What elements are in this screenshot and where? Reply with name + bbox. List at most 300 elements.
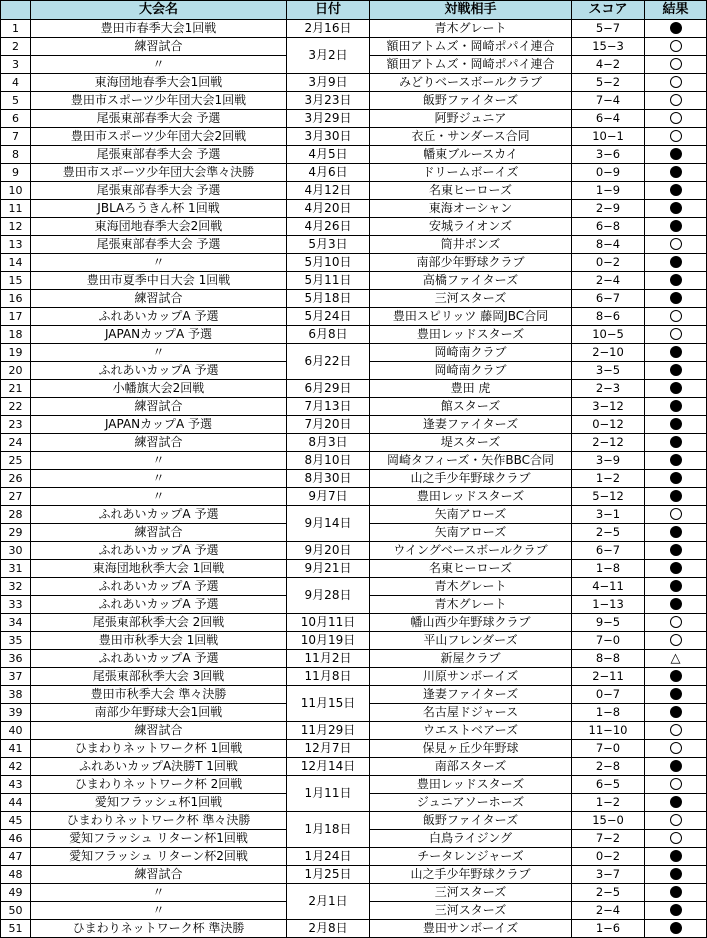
result-cell <box>645 74 707 92</box>
row-number: 19 <box>1 344 31 362</box>
row-number: 40 <box>1 722 31 740</box>
tournament-name: 〃 <box>31 902 287 920</box>
tournament-name: ふれあいカップA 予選 <box>31 308 287 326</box>
table-row <box>1 686 707 704</box>
match-date: 10月19日 <box>287 632 370 650</box>
row-number: 48 <box>1 866 31 884</box>
result-cell <box>645 488 707 506</box>
match-date: 6月29日 <box>287 380 370 398</box>
row-number: 44 <box>1 794 31 812</box>
row-number: 8 <box>1 146 31 164</box>
win-circle-icon <box>670 634 682 646</box>
score: 2−5 <box>572 884 645 902</box>
row-number: 4 <box>1 74 31 92</box>
tournament-name: ふれあいカップA 予選 <box>31 650 287 668</box>
opponent-name: 飯野ファイターズ <box>370 812 572 830</box>
result-cell <box>645 344 707 362</box>
score: 2−8 <box>572 758 645 776</box>
table-row <box>1 236 707 254</box>
score: 1−2 <box>572 470 645 488</box>
tournament-name: 豊田市春季大会1回戦 <box>31 20 287 38</box>
table-row <box>1 758 707 776</box>
row-number: 42 <box>1 758 31 776</box>
match-date: 9月20日 <box>287 542 370 560</box>
row-number: 26 <box>1 470 31 488</box>
match-date: 5月10日 <box>287 254 370 272</box>
row-number: 30 <box>1 542 31 560</box>
result-cell <box>645 542 707 560</box>
match-date: 3月30日 <box>287 128 370 146</box>
match-date: 2月1日 <box>287 884 370 920</box>
win-circle-icon <box>670 742 682 754</box>
win-circle-icon <box>670 778 682 790</box>
win-circle-icon <box>670 94 682 106</box>
tournament-name: 豊田市スポーツ少年団大会2回戦 <box>31 128 287 146</box>
row-number: 12 <box>1 218 31 236</box>
result-cell <box>645 812 707 830</box>
tournament-name: 練習試合 <box>31 866 287 884</box>
row-number: 24 <box>1 434 31 452</box>
match-date: 12月14日 <box>287 758 370 776</box>
tournament-name: 尾張東部秋季大会 3回戦 <box>31 668 287 686</box>
row-number: 6 <box>1 110 31 128</box>
loss-filled-circle-icon <box>670 292 682 304</box>
match-date: 11月15日 <box>287 686 370 722</box>
tournament-name: 南部少年野球大会1回戦 <box>31 704 287 722</box>
table-row <box>1 326 707 344</box>
row-number: 43 <box>1 776 31 794</box>
match-date: 3月23日 <box>287 92 370 110</box>
table-row <box>1 848 707 866</box>
tournament-name: 東海団地春季大会2回戦 <box>31 218 287 236</box>
opponent-name: 豊田レッドスターズ <box>370 488 572 506</box>
score: 1−8 <box>572 704 645 722</box>
opponent-name: 堤スターズ <box>370 434 572 452</box>
match-date: 11月2日 <box>287 650 370 668</box>
result-cell <box>645 290 707 308</box>
row-number: 17 <box>1 308 31 326</box>
table-row <box>1 308 707 326</box>
opponent-name: 阿野ジュニア <box>370 110 572 128</box>
loss-filled-circle-icon <box>670 256 682 268</box>
result-cell <box>645 236 707 254</box>
result-cell <box>645 380 707 398</box>
match-date: 1月24日 <box>287 848 370 866</box>
tournament-name: JAPANカップA 予選 <box>31 416 287 434</box>
table-row <box>1 20 707 38</box>
row-number: 32 <box>1 578 31 596</box>
opponent-name: 川原サンボーイズ <box>370 668 572 686</box>
result-cell <box>645 506 707 524</box>
tournament-name: 練習試合 <box>31 434 287 452</box>
win-circle-icon <box>670 76 682 88</box>
tournament-name: ふれあいカップA 予選 <box>31 578 287 596</box>
win-circle-icon <box>670 112 682 124</box>
opponent-name: 矢南アローズ <box>370 524 572 542</box>
score: 3−6 <box>572 146 645 164</box>
result-cell <box>645 740 707 758</box>
score: 1−13 <box>572 596 645 614</box>
score: 0−2 <box>572 254 645 272</box>
table-row <box>1 722 707 740</box>
tournament-name: 練習試合 <box>31 38 287 56</box>
table-row <box>1 650 707 668</box>
table-row <box>1 92 707 110</box>
header-no <box>1 1 31 20</box>
opponent-name: 保見ヶ丘少年野球 <box>370 740 572 758</box>
match-date: 10月11日 <box>287 614 370 632</box>
score: 8−8 <box>572 650 645 668</box>
score: 2−4 <box>572 272 645 290</box>
row-number: 41 <box>1 740 31 758</box>
score: 9−5 <box>572 614 645 632</box>
row-number: 11 <box>1 200 31 218</box>
result-cell <box>645 38 707 56</box>
result-cell <box>645 416 707 434</box>
row-number: 51 <box>1 920 31 938</box>
match-date: 2月8日 <box>287 920 370 938</box>
match-date: 12月7日 <box>287 740 370 758</box>
header-opponent: 対戦相手 <box>370 1 572 20</box>
row-number: 31 <box>1 560 31 578</box>
match-date: 8月10日 <box>287 452 370 470</box>
loss-filled-circle-icon <box>670 220 682 232</box>
opponent-name: 青木グレート <box>370 20 572 38</box>
table-row <box>1 470 707 488</box>
tournament-name: ふれあいカップA決勝T 1回戦 <box>31 758 287 776</box>
score: 2−4 <box>572 902 645 920</box>
loss-filled-circle-icon <box>670 454 682 466</box>
table-row <box>1 272 707 290</box>
match-date: 8月30日 <box>287 470 370 488</box>
opponent-name: 安城ライオンズ <box>370 218 572 236</box>
match-date: 1月18日 <box>287 812 370 848</box>
table-row <box>1 290 707 308</box>
row-number: 45 <box>1 812 31 830</box>
opponent-name: 矢南アローズ <box>370 506 572 524</box>
score: 3−9 <box>572 452 645 470</box>
row-number: 1 <box>1 20 31 38</box>
opponent-name: 豊田サンボーイズ <box>370 920 572 938</box>
result-cell <box>645 308 707 326</box>
match-date: 3月29日 <box>287 110 370 128</box>
loss-filled-circle-icon <box>670 364 682 376</box>
match-date: 3月2日 <box>287 38 370 74</box>
loss-filled-circle-icon <box>670 706 682 718</box>
table-row <box>1 812 707 830</box>
table-row <box>1 380 707 398</box>
loss-filled-circle-icon <box>670 868 682 880</box>
opponent-name: 岡崎タフィーズ・矢作BBC合同 <box>370 452 572 470</box>
score: 6−5 <box>572 776 645 794</box>
score: 6−4 <box>572 110 645 128</box>
loss-filled-circle-icon <box>670 436 682 448</box>
loss-filled-circle-icon <box>670 526 682 538</box>
table-row <box>1 38 707 56</box>
opponent-name: 豊田 虎 <box>370 380 572 398</box>
opponent-name: 岡崎南クラブ <box>370 362 572 380</box>
table-row <box>1 254 707 272</box>
row-number: 21 <box>1 380 31 398</box>
result-cell <box>645 830 707 848</box>
result-cell <box>645 902 707 920</box>
row-number: 22 <box>1 398 31 416</box>
tournament-name: 東海団地春季大会1回戦 <box>31 74 287 92</box>
tournament-name: 〃 <box>31 884 287 902</box>
row-number: 14 <box>1 254 31 272</box>
result-cell <box>645 884 707 902</box>
opponent-name: 額田アトムズ・岡崎ポパイ連合 <box>370 56 572 74</box>
opponent-name: 豊田スピリッツ 藤岡JBC合同 <box>370 308 572 326</box>
header-date: 日付 <box>287 1 370 20</box>
tournament-name: ふれあいカップA 予選 <box>31 362 287 380</box>
opponent-name: 名東ヒーローズ <box>370 182 572 200</box>
table-row <box>1 866 707 884</box>
score: 15−0 <box>572 812 645 830</box>
row-number: 20 <box>1 362 31 380</box>
tournament-name: ひまわりネットワーク杯 2回戦 <box>31 776 287 794</box>
table-row <box>1 542 707 560</box>
table-row <box>1 452 707 470</box>
score: 7−0 <box>572 632 645 650</box>
opponent-name: 平山フレンダーズ <box>370 632 572 650</box>
row-number: 38 <box>1 686 31 704</box>
row-number: 16 <box>1 290 31 308</box>
match-date: 7月13日 <box>287 398 370 416</box>
result-cell <box>645 596 707 614</box>
tournament-name: 尾張東部春季大会 予選 <box>31 236 287 254</box>
table-row <box>1 488 707 506</box>
result-cell <box>645 362 707 380</box>
result-cell <box>645 920 707 938</box>
tournament-name: 尾張東部秋季大会 2回戦 <box>31 614 287 632</box>
tournament-name: 尾張東部春季大会 予選 <box>31 110 287 128</box>
tournament-name: 〃 <box>31 488 287 506</box>
win-circle-icon <box>670 58 682 70</box>
draw-triangle-icon: △ <box>670 651 681 666</box>
score: 6−7 <box>572 290 645 308</box>
table-row <box>1 776 707 794</box>
score: 8−6 <box>572 308 645 326</box>
match-date: 4月12日 <box>287 182 370 200</box>
tournament-name: 練習試合 <box>31 290 287 308</box>
row-number: 35 <box>1 632 31 650</box>
score: 2−11 <box>572 668 645 686</box>
tournament-name: 練習試合 <box>31 722 287 740</box>
loss-filled-circle-icon <box>670 274 682 286</box>
score: 2−9 <box>572 200 645 218</box>
score: 5−2 <box>572 74 645 92</box>
opponent-name: 岡崎南クラブ <box>370 344 572 362</box>
win-circle-icon <box>670 616 682 628</box>
row-number: 5 <box>1 92 31 110</box>
match-date: 9月14日 <box>287 506 370 542</box>
opponent-name: ジュニアソーホーズ <box>370 794 572 812</box>
table-row <box>1 128 707 146</box>
tournament-name: ひまわりネットワーク杯 1回戦 <box>31 740 287 758</box>
score: 7−2 <box>572 830 645 848</box>
result-cell <box>645 848 707 866</box>
opponent-name: 三河スターズ <box>370 902 572 920</box>
row-number: 50 <box>1 902 31 920</box>
result-cell <box>645 110 707 128</box>
result-cell <box>645 524 707 542</box>
score: 7−4 <box>572 92 645 110</box>
row-number: 34 <box>1 614 31 632</box>
score: 2−12 <box>572 434 645 452</box>
match-date: 4月26日 <box>287 218 370 236</box>
loss-filled-circle-icon <box>670 922 682 934</box>
table-row <box>1 668 707 686</box>
result-cell <box>645 92 707 110</box>
result-cell <box>645 56 707 74</box>
match-date: 9月7日 <box>287 488 370 506</box>
loss-filled-circle-icon <box>670 148 682 160</box>
score: 10−5 <box>572 326 645 344</box>
tournament-name: 尾張東部春季大会 予選 <box>31 182 287 200</box>
table-row <box>1 560 707 578</box>
row-number: 13 <box>1 236 31 254</box>
table-row <box>1 146 707 164</box>
tournament-name: JBLAろうきん杯 1回戦 <box>31 200 287 218</box>
tournament-name: 〃 <box>31 470 287 488</box>
table-row <box>1 200 707 218</box>
loss-filled-circle-icon <box>670 166 682 178</box>
score: 8−4 <box>572 236 645 254</box>
result-cell <box>645 794 707 812</box>
opponent-name: 青木グレート <box>370 596 572 614</box>
opponent-name: 額田アトムズ・岡崎ポパイ連合 <box>370 38 572 56</box>
loss-filled-circle-icon <box>670 688 682 700</box>
table-row <box>1 344 707 362</box>
tournament-name: 豊田市スポーツ少年団大会1回戦 <box>31 92 287 110</box>
opponent-name: 三河スターズ <box>370 290 572 308</box>
match-date: 4月20日 <box>287 200 370 218</box>
result-cell <box>645 218 707 236</box>
opponent-name: 幡東ブルースカイ <box>370 146 572 164</box>
table-row <box>1 920 707 938</box>
opponent-name: 逢妻ファイターズ <box>370 416 572 434</box>
opponent-name: チータレンジャーズ <box>370 848 572 866</box>
score: 1−8 <box>572 560 645 578</box>
loss-filled-circle-icon <box>670 184 682 196</box>
loss-filled-circle-icon <box>670 400 682 412</box>
result-cell <box>645 776 707 794</box>
match-date: 5月18日 <box>287 290 370 308</box>
match-date: 9月28日 <box>287 578 370 614</box>
tournament-name: 練習試合 <box>31 524 287 542</box>
tournament-name: ふれあいカップA 予選 <box>31 506 287 524</box>
result-cell <box>645 200 707 218</box>
result-cell <box>645 254 707 272</box>
opponent-name: 幡山西少年野球クラブ <box>370 614 572 632</box>
score: 1−2 <box>572 794 645 812</box>
table-row <box>1 182 707 200</box>
tournament-name: 〃 <box>31 254 287 272</box>
tournament-name: 豊田市夏季中日大会 1回戦 <box>31 272 287 290</box>
win-circle-icon <box>670 832 682 844</box>
score: 1−9 <box>572 182 645 200</box>
loss-filled-circle-icon <box>670 850 682 862</box>
score: 0−12 <box>572 416 645 434</box>
match-date: 5月24日 <box>287 308 370 326</box>
tournament-name: 愛知フラッシュ リターン杯1回戦 <box>31 830 287 848</box>
opponent-name: 新屋クラブ <box>370 650 572 668</box>
loss-filled-circle-icon <box>670 544 682 556</box>
row-number: 33 <box>1 596 31 614</box>
win-circle-icon <box>670 130 682 142</box>
result-cell <box>645 146 707 164</box>
tournament-name: 練習試合 <box>31 398 287 416</box>
opponent-name: 衣丘・サンダース合同 <box>370 128 572 146</box>
result-cell <box>645 452 707 470</box>
opponent-name: 南部少年野球クラブ <box>370 254 572 272</box>
opponent-name: 東海オーシャン <box>370 200 572 218</box>
match-date: 8月3日 <box>287 434 370 452</box>
opponent-name: 逢妻ファイターズ <box>370 686 572 704</box>
score: 3−7 <box>572 866 645 884</box>
score: 0−2 <box>572 848 645 866</box>
result-cell <box>645 434 707 452</box>
table-row <box>1 740 707 758</box>
score: 6−7 <box>572 542 645 560</box>
opponent-name: 筒井ボンズ <box>370 236 572 254</box>
result-cell <box>645 560 707 578</box>
result-cell <box>645 758 707 776</box>
tournament-name: ふれあいカップA 予選 <box>31 542 287 560</box>
row-number: 10 <box>1 182 31 200</box>
row-number: 27 <box>1 488 31 506</box>
row-number: 37 <box>1 668 31 686</box>
tournament-name: 豊田市秋季大会 準々決勝 <box>31 686 287 704</box>
opponent-name: 青木グレート <box>370 578 572 596</box>
table-row <box>1 218 707 236</box>
row-number: 49 <box>1 884 31 902</box>
row-number: 3 <box>1 56 31 74</box>
score: 2−10 <box>572 344 645 362</box>
loss-filled-circle-icon <box>670 670 682 682</box>
opponent-name: 山之手少年野球クラブ <box>370 866 572 884</box>
loss-filled-circle-icon <box>670 760 682 772</box>
match-date: 5月11日 <box>287 272 370 290</box>
score: 5−7 <box>572 20 645 38</box>
result-cell <box>645 578 707 596</box>
match-date: 1月11日 <box>287 776 370 812</box>
result-cell <box>645 398 707 416</box>
row-number: 46 <box>1 830 31 848</box>
result-cell <box>645 650 707 668</box>
table-row <box>1 74 707 92</box>
score: 1−6 <box>572 920 645 938</box>
result-cell <box>645 686 707 704</box>
table-row <box>1 614 707 632</box>
match-date: 11月29日 <box>287 722 370 740</box>
table-body <box>1 20 707 938</box>
win-circle-icon <box>670 310 682 322</box>
opponent-name: 名古屋ドジャース <box>370 704 572 722</box>
loss-filled-circle-icon <box>670 796 682 808</box>
win-circle-icon <box>670 238 682 250</box>
tournament-name: 小幡旗大会2回戦 <box>31 380 287 398</box>
row-number: 2 <box>1 38 31 56</box>
loss-filled-circle-icon <box>670 598 682 610</box>
score: 10−1 <box>572 128 645 146</box>
score: 3−12 <box>572 398 645 416</box>
score: 0−7 <box>572 686 645 704</box>
match-date: 11月8日 <box>287 668 370 686</box>
row-number: 28 <box>1 506 31 524</box>
result-cell <box>645 128 707 146</box>
